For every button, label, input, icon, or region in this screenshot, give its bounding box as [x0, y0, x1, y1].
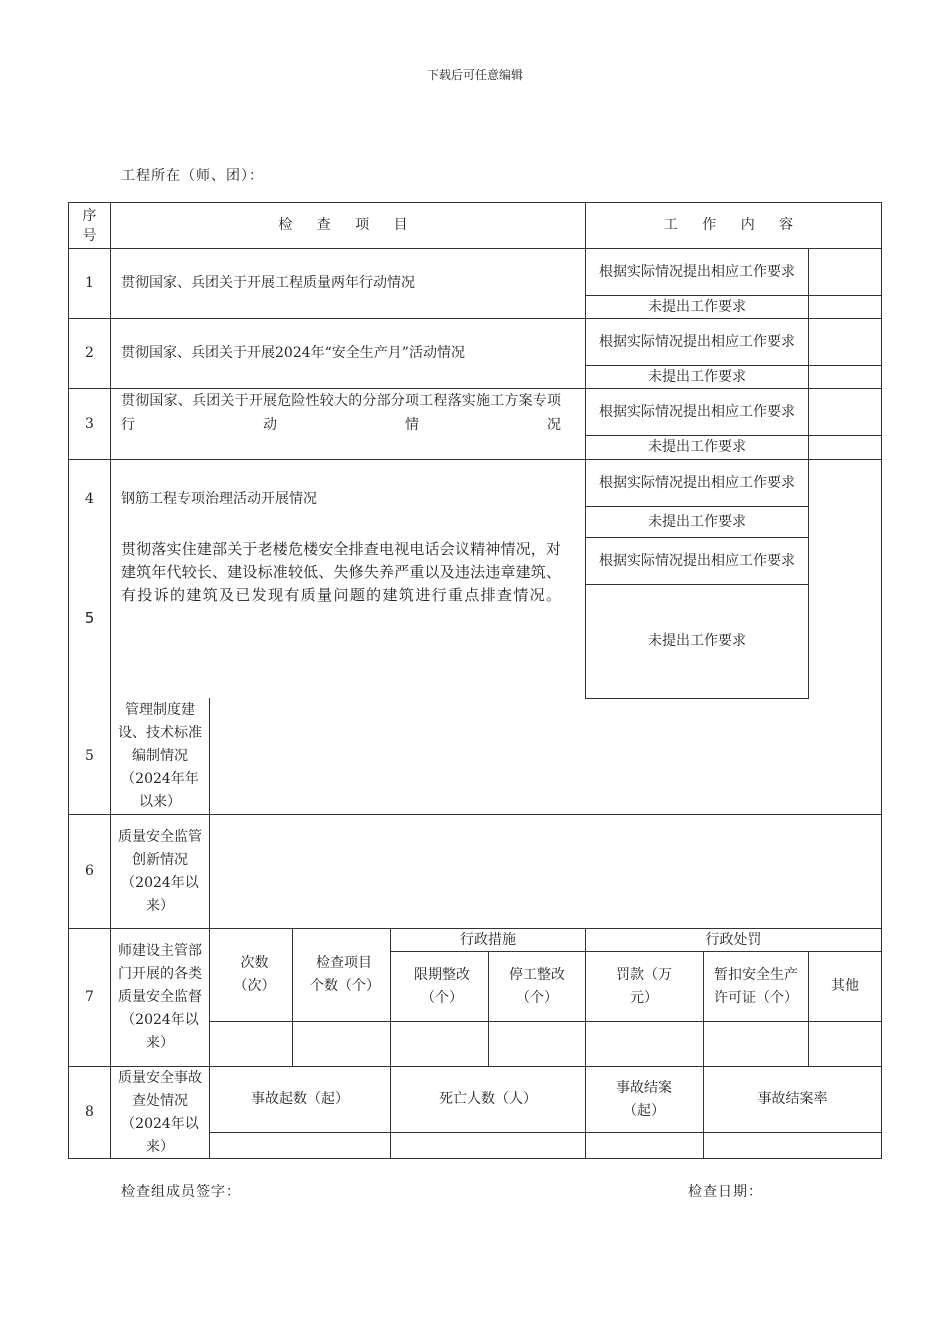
work-header: 工 作 内 容: [663, 217, 804, 233]
check-item: 钢筋工程专项治理活动开展情况: [121, 490, 317, 507]
row-number: 6: [85, 863, 94, 879]
stop-work-header: 停工整改（个）: [509, 966, 565, 1006]
check-item: 质量安全事故查处情况（2024年以来）: [118, 1069, 202, 1155]
row-number: 3: [85, 415, 94, 432]
row-number: 4: [85, 490, 94, 507]
suspend-license-header: 暂扣安全生产许可证（个）: [714, 966, 798, 1006]
option-none: 未提出工作要求: [648, 513, 746, 530]
check-item: 贯彻落实住建部关于老楼危楼安全排查电视电话会议精神情况，对建筑年代较长、建设标准较低、失修失养严重以及违法违章建筑、有投诉的建筑及已发现有质量问题的建筑进行重点排查情况。: [121, 540, 561, 604]
rectify-header: 限期整改（个）: [414, 966, 470, 1006]
projects-header: 检查项目个数（个）: [310, 955, 380, 994]
seq-header: 序号: [82, 207, 97, 244]
check-item: 贯彻国家、兵团关于开展2024年“安全生产月”活动情况: [121, 345, 465, 361]
check-item: 师建设主管部门开展的各类质量安全监督（2024年以来）: [118, 943, 202, 1051]
row-number: 5: [85, 748, 94, 764]
option-require: 根据实际情况提出相应工作要求: [599, 403, 795, 420]
row-number: 7: [85, 989, 94, 1005]
option-none: 未提出工作要求: [648, 368, 746, 385]
row-number: 5: [84, 608, 95, 627]
other-header: 其他: [831, 978, 859, 994]
option-require: 根据实际情况提出相应工作要求: [599, 552, 795, 569]
admin-penalty-header: 行政处罚: [705, 931, 762, 948]
closed-cases-header: 事故结案（起）: [616, 1079, 672, 1119]
check-item: 管理制度建设、技术标准编制情况（2024年年以来）: [118, 702, 202, 810]
accident-count-header: 事故起数（起）: [251, 1091, 349, 1107]
admin-measures-header: 行政措施: [460, 931, 516, 948]
row-number: 8: [85, 1104, 94, 1120]
check-item: 质量安全监管创新情况（2024年以来）: [118, 828, 202, 914]
option-none: 未提出工作要求: [648, 439, 746, 455]
row-number: 1: [85, 275, 94, 291]
check-item: 贯彻国家、兵团关于开展工程质量两年行动情况: [121, 275, 415, 291]
date-label: 检查日期：: [688, 1184, 763, 1200]
close-rate-header: 事故结案率: [757, 1091, 828, 1107]
check-item: 贯彻国家、兵团关于开展危险性较大的分部分项工程落实施工方案专项行动情况: [121, 393, 561, 433]
option-require: 根据实际情况提出相应工作要求: [599, 333, 795, 350]
times-header: 次数（次）: [233, 955, 276, 994]
signature-label: 检查组成员签字：: [121, 1184, 241, 1200]
row-number: 2: [85, 345, 94, 361]
option-none: 未提出工作要求: [648, 633, 746, 649]
fine-header: 罚款（万元）: [616, 966, 672, 1006]
option-none: 未提出工作要求: [648, 298, 746, 315]
option-require: 根据实际情况提出相应工作要求: [599, 263, 795, 280]
location-label: 工程所在（师、团）：: [121, 168, 264, 184]
option-require: 根据实际情况提出相应工作要求: [599, 474, 795, 491]
item-header: 检 查 项 目: [278, 217, 418, 233]
watermark-header: 下载后可任意编辑: [426, 68, 523, 82]
death-count-header: 死亡人数（人）: [439, 1091, 537, 1107]
